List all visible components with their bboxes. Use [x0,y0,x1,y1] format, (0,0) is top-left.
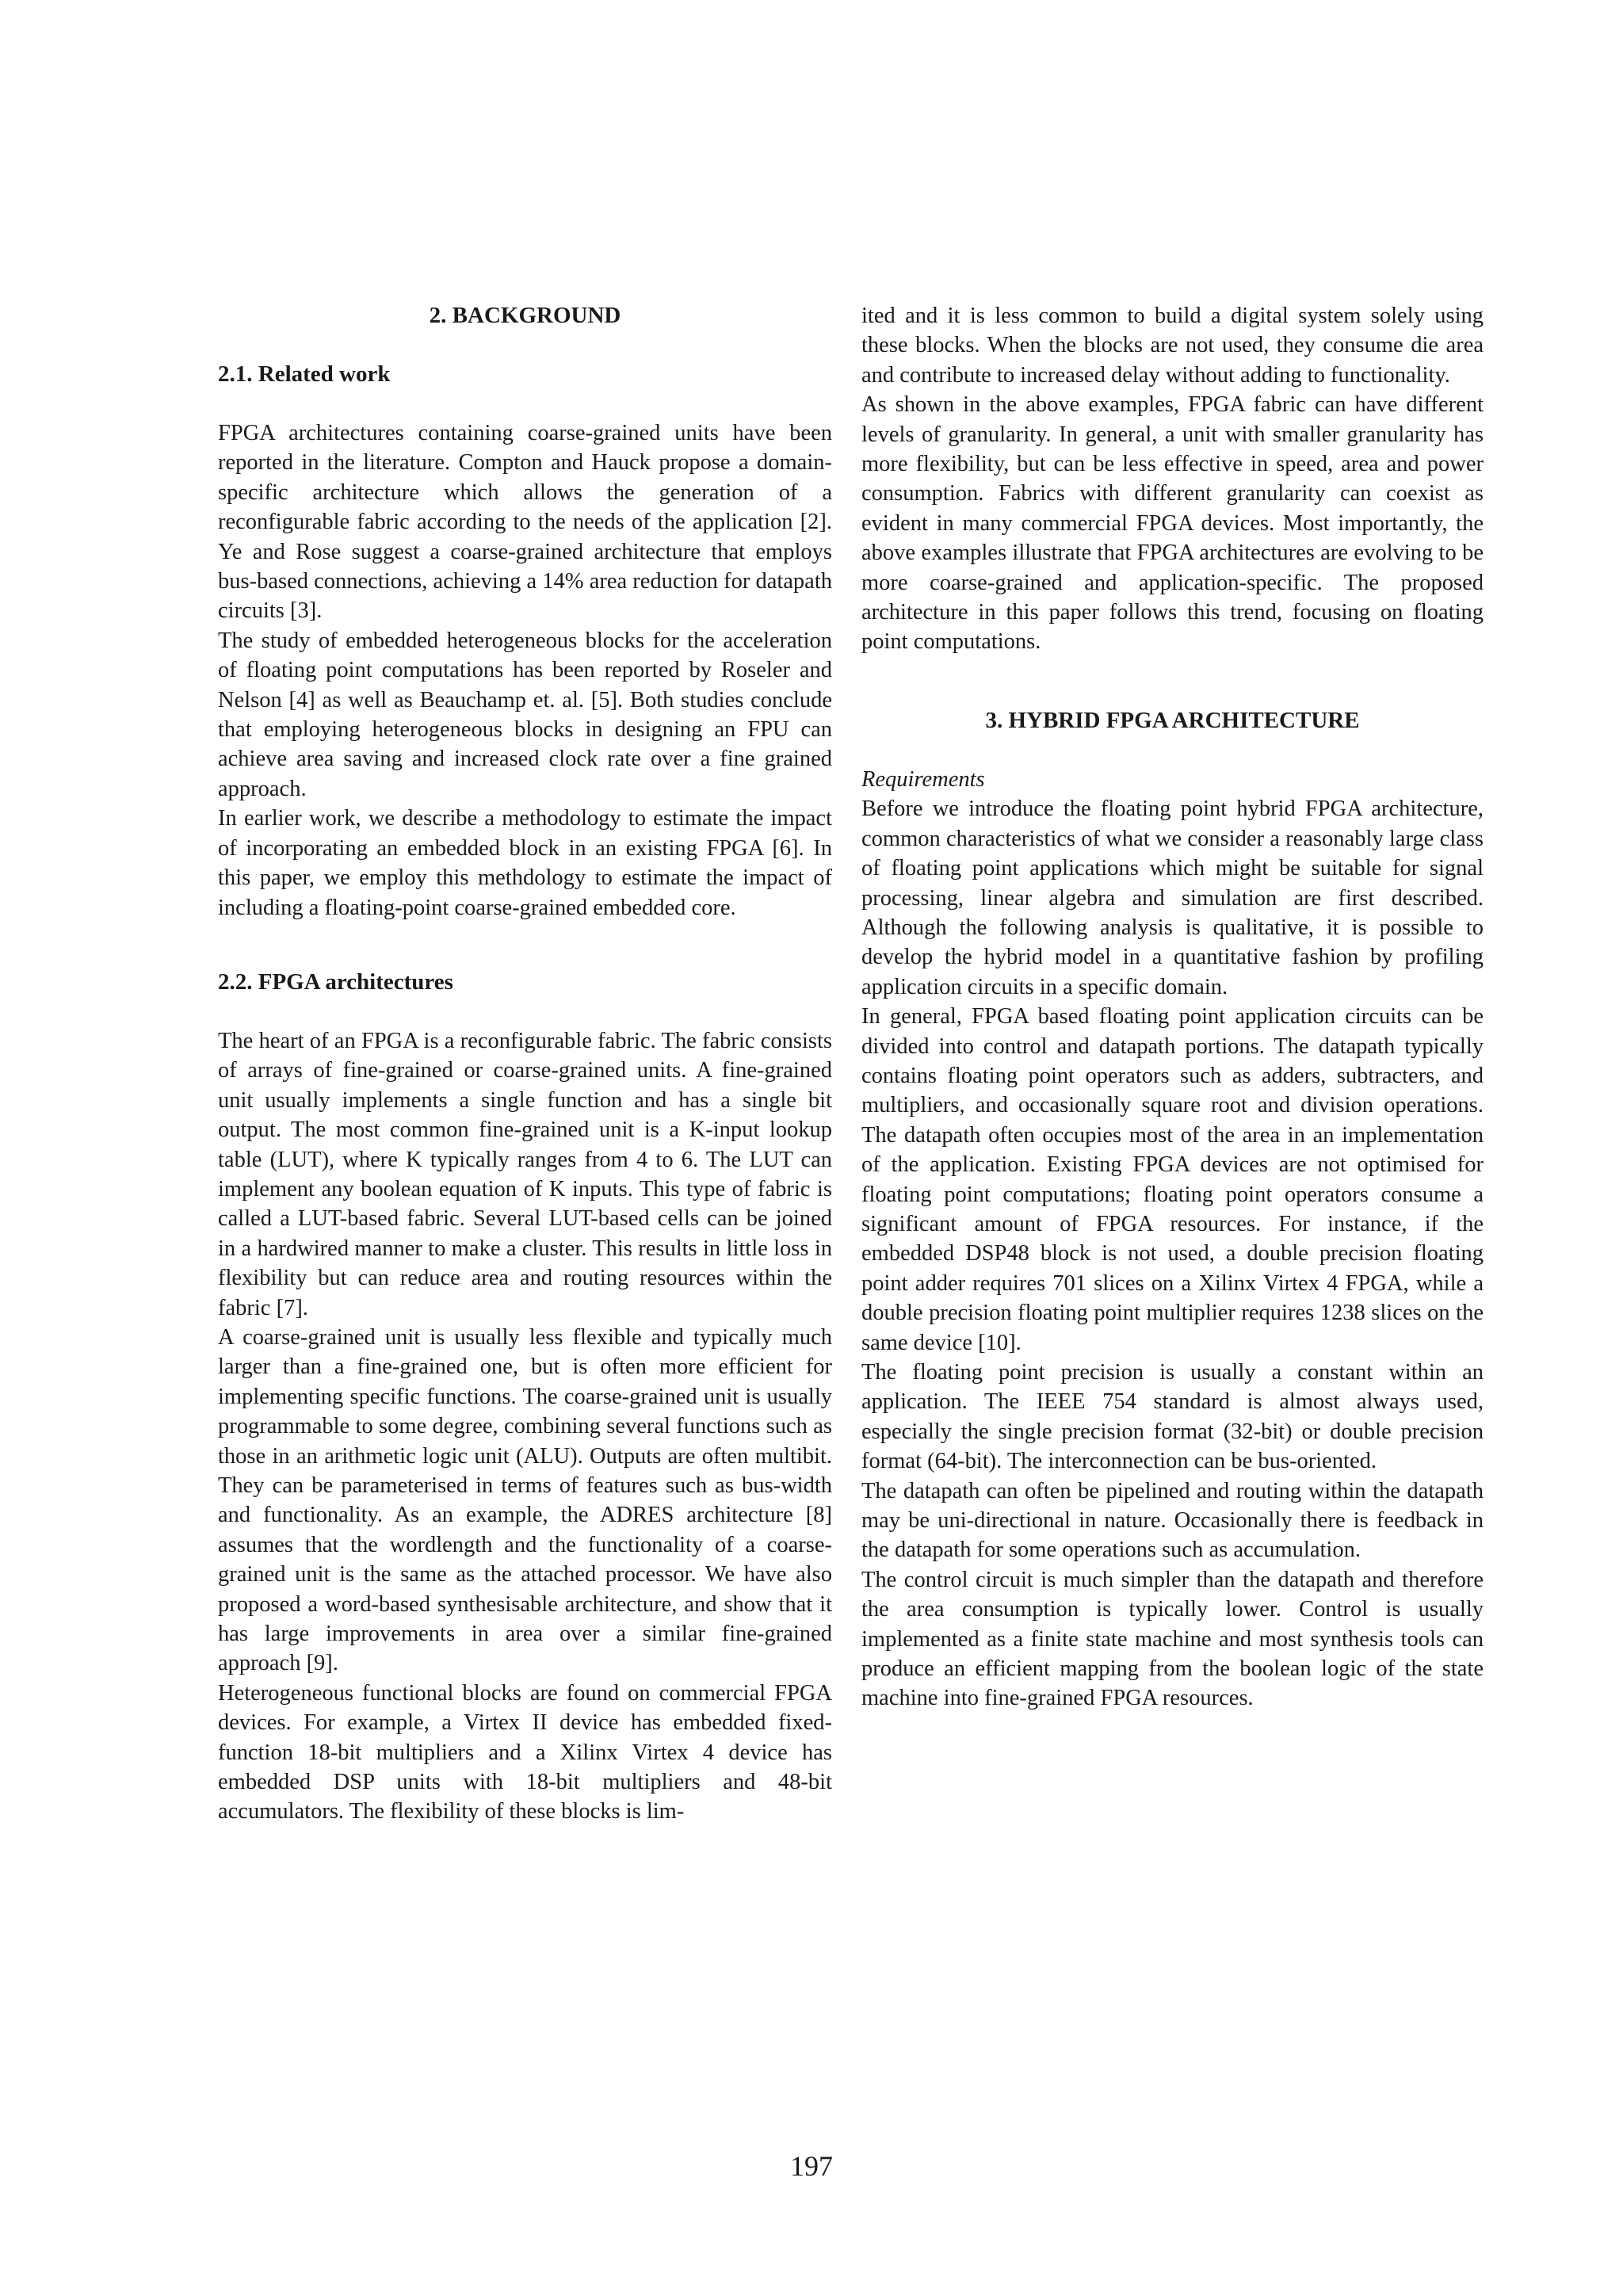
paragraph: Before we introduce the floating point hybrid FPGA architecture, common characteristics of what we consider a reasonably large class of floating point applications which might be suitable for signal processing, linear algebra and simulation are first described. Although the following analysis is qualitative, it is possible to develop the hybrid model in a quantitative fashion by profiling application circuits in a specific domain. [861,797,1484,999]
paragraph: ited and it is less common to build a digital system solely using these blocks. When the blocks are not used, they consume die area and contribute to increased delay without adding to functionality. [861,304,1484,388]
left-column [218,301,832,1827]
right-column [861,301,1484,1713]
paragraph: Heterogeneous functional blocks are found on commercial FPGA devices. For example, a Virtex II device has embedded fixed-function 18-bit multipliers and a Xilinx Virtex 4 device has embedded DSP units with 18-bit multipliers and 48-bit accumulators. The flexibility of these blocks is lim- [218,1680,832,1824]
paragraph: FPGA architectures containing coarse-grained units have been reported in the literature. Compton and Hauck propose a domain-specific architecture which allows the generation of a reconfigurable fabric according to the needs of the application [2]. Ye and Rose suggest a coarse-grained architecture that employs bus-based connections, achieving a 14% area reduction for datapath circuits [3]. [218,421,832,624]
paragraph: The study of embedded heterogeneous blocks for the acceleration of floating point computations has been reported by Roseler and Nelson [4] as well as Beauchamp et. al. [5]. Both studies conclude that employing heterogeneous blocks in designing an FPU can achieve area saving and increased clock rate over a fine grained approach. [218,628,832,801]
subsection-2-1-heading: 2.1. Related work [218,361,391,387]
paragraph: The datapath can often be pipelined and routing within the datapath may be uni-directional in nature. Occasionally there is feedback in the datapath for some operations such as accumulation. [861,1478,1484,1563]
paragraph: In general, FPGA based floating point application circuits can be divided into control and datapath portions. The datapath typically contains floating point operators such as adders, subtracters, and multipliers, and occasionally square root and division operations. The datapath often occupies most of the area in an implementation of the application. Existing FPGA devices are not optimised for floating point computations; floating point operators consume a significant amount of FPGA resources. For instance, if the embedded DSP48 block is not used, a double precision floating point adder requires 701 slices on a Xilinx Virtex 4 FPGA, while a double precision floating point multiplier requires 1238 slices on the same device [10]. [861,1004,1484,1355]
paragraph: The heart of an FPGA is a reconfigurable fabric. The fabric consists of arrays of fine-grained or coarse-grained units. A fine-grained unit usually implements a single function and has a single bit output. The most common fine-grained unit is a K-input lookup table (LUT), where K typically ranges from 4 to 6. The LUT can implement any boolean equation of K inputs. This type of fabric is called a LUT-based fabric. Several LUT-based cells can be joined in a hardwired manner to make a cluster. This results in little loss in flexibility but can reduce area and routing resources within the fabric [7]. [218,1028,832,1320]
paragraph: As shown in the above examples, FPGA fabric can have different levels of granularity. In general, a unit with smaller granularity has more flexibility, but can be less effective in speed, area and power consumption. Fabrics with different granularity can coexist as evident in many commercial FPGA devices. Most importantly, the above examples illustrate that FPGA architectures are evolving to be more coarse-grained and application-specific. The proposed architecture in this paper follows this trend, focusing on floating point computations. [861,392,1484,655]
section-3-heading: 3. HYBRID FPGA ARCHITECTURE [985,707,1360,733]
paragraph: In earlier work, we describe a methodology to estimate the impact of incorporating an embedded block in an existing FPGA [6]. In this paper, we employ this methdology to estimate the impact of including a floating-point coarse-grained embedded core. [218,806,832,920]
subsection-2-2-heading: 2.2. FPGA architectures [218,968,453,995]
paragraph: A coarse-grained unit is usually less flexible and typically much larger than a fine-grained one, but is often more efficient for implementing specific functions. The coarse-grained unit is usually programmable to some degree, combining several functions such as those in an arithmetic logic unit (ALU). Outputs are often multibit. They can be parameterised in terms of features such as bus-width and functionality. As an example, the ADRES architecture [8] assumes that the wordlength and the functionality of a coarse-grained unit is the same as the attached processor. We have also proposed a word-based synthesisable architecture, and show that it has large improvements in area over a similar fine-grained approach [9]. [218,1324,832,1676]
requirements-label: Requirements [861,766,985,792]
paragraph: The floating point precision is usually a constant within an application. The IEEE 754 standard is almost always used, especially the single precision format (32-bit) or double precision format (64-bit). The interconnection can be bus-oriented. [861,1360,1484,1474]
paragraph: The control circuit is much simpler than the datapath and therefore the area consumption is typically lower. Control is usually implemented as a finite state machine and most synthesis tools can produce an efficient mapping from the boolean logic of the state machine into fine-grained FPGA resources. [861,1567,1484,1711]
page-number: 197 [790,2150,833,2182]
section-2-heading: 2. BACKGROUND [429,303,621,328]
